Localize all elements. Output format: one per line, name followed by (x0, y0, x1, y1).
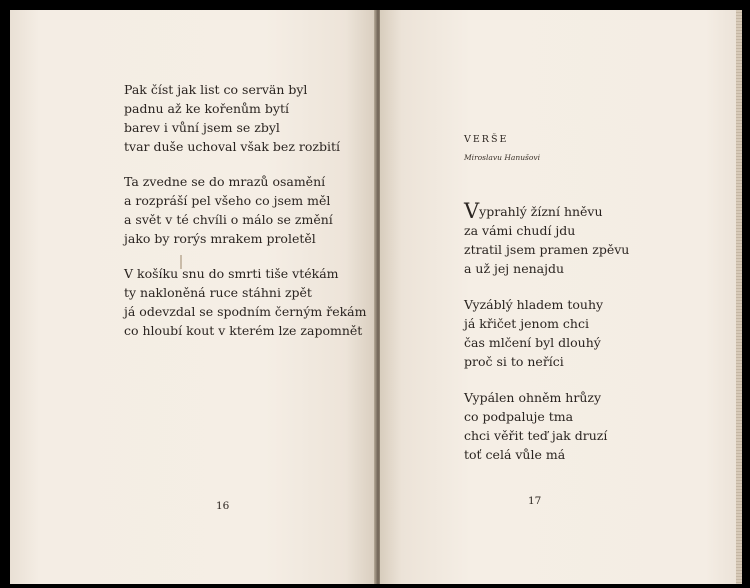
poem-line: barev i vůní jsem se zbyl (124, 120, 280, 135)
poem-line: chci věřit teď jak druzí (464, 428, 608, 443)
poem-line: tvar duše uchoval však bez rozbití (124, 139, 340, 154)
left-poem (124, 80, 366, 356)
poem-line: a svět v té chvíli o málo se změní (124, 212, 333, 227)
stanza (464, 388, 629, 464)
open-book (10, 10, 742, 584)
left-page (10, 10, 375, 584)
poem-line: padnu až ke kořenům bytí (124, 101, 289, 116)
poem-line (464, 199, 629, 223)
right-page (380, 10, 742, 584)
page-number: 17 (528, 495, 542, 507)
poem-line: a už jej nenajdu (464, 261, 565, 276)
poem-line: Ta zvedne se do mrazů osamění (124, 174, 326, 189)
poem-line: já křičet jenom chci (464, 316, 589, 331)
poem-title: VERŠE (464, 134, 509, 145)
poem-line: toť celá vůle má (464, 447, 566, 462)
poem-line-text: yprahlý žízní hněvu (479, 204, 603, 219)
poem-dedication: Miroslavu Hanušovi (464, 153, 541, 162)
drop-cap: V (464, 199, 480, 223)
poem-line: co hloubí kout v kterém lze zapomnět (124, 323, 363, 338)
poem-line: V košíku snu do smrti tiše vtékám (124, 266, 339, 281)
stanza (464, 199, 630, 278)
page-number: 16 (216, 500, 230, 512)
poem-line: proč si to neříci (464, 354, 564, 369)
poem-line: a rozpráší pel všeho co jsem měl (124, 193, 331, 208)
poem-line: čas mlčení byl dlouhý (464, 335, 601, 350)
stanza (124, 172, 366, 248)
poem-line: Vyzáblý hladem touhy (464, 297, 604, 312)
poem-line: Pak číst jak list co servän byl (124, 82, 308, 97)
poem-line: za vámi chudí jdu (464, 223, 576, 238)
stanza (464, 295, 629, 371)
poem-line: ztratil jsem pramen zpěvu (464, 242, 630, 257)
stanza (124, 80, 366, 156)
page-edges (736, 10, 742, 584)
poem-line: Vypálen ohněm hrůzy (464, 390, 602, 405)
poem-line: já odevzdal se spodním černým řekám (124, 304, 367, 319)
right-poem (464, 199, 630, 481)
poem-line: co podpaluje tma (464, 409, 574, 424)
stanza (124, 264, 366, 340)
poem-line: jako by rorýs mrakem proletěl (124, 231, 316, 246)
poem-line: ty nakloněná ruce stáhni zpět (124, 285, 312, 300)
